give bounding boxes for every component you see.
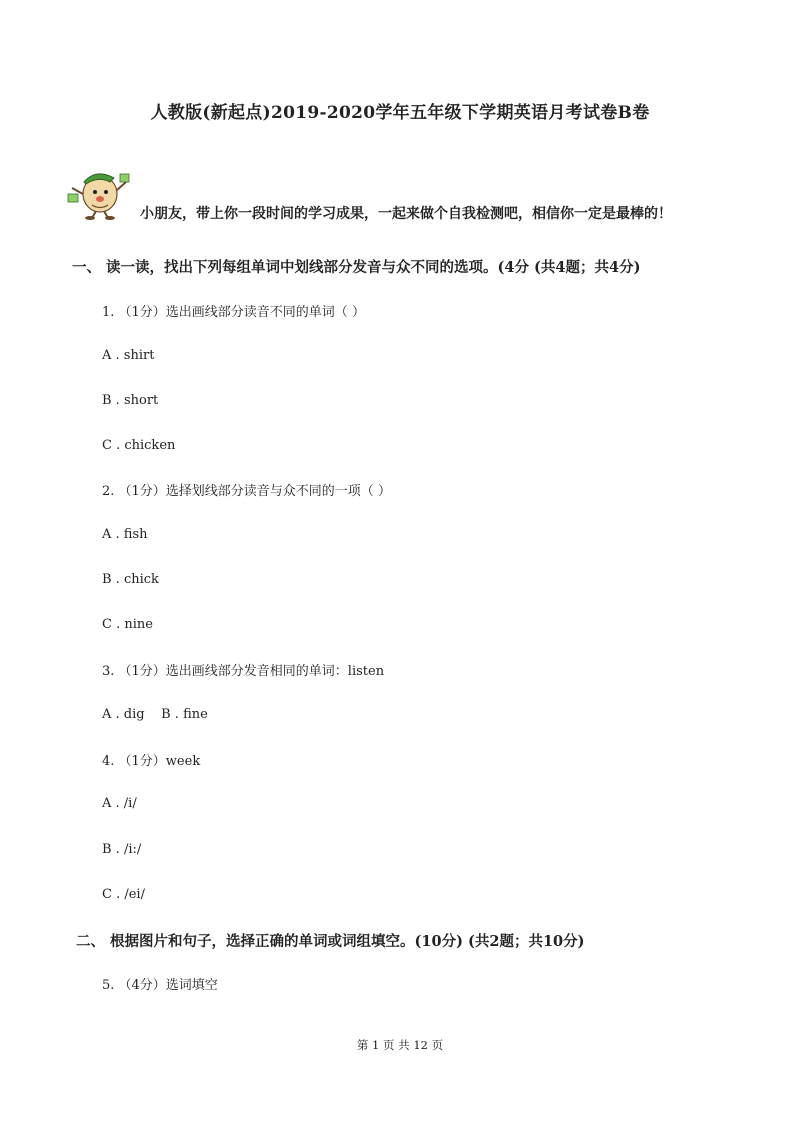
- q1-option-b: B . short: [102, 393, 159, 408]
- section-1-heading: 一、 读一读，找出下列每组单词中划线部分发音与众不同的选项。(4分 (共4题；共4分): [72, 259, 641, 276]
- q2-option-b: B . chick: [102, 572, 159, 587]
- question-5: 5. （4分）选词填空: [102, 978, 218, 993]
- q1-option-c: C . chicken: [102, 438, 176, 453]
- q4-option-a: A . /i/: [102, 796, 137, 811]
- cartoon-mascot-icon: [66, 164, 130, 220]
- intro-text: 小朋友，带上你一段时间的学习成果，一起来做个自我检测吧，相信你一定是最棒的！: [140, 206, 672, 222]
- question-4: 4. （1分）week: [102, 754, 201, 769]
- question-2: 2. （1分）选择划线部分读音与众不同的一项（ ）: [102, 484, 391, 499]
- q2-option-c: C . nine: [102, 617, 153, 632]
- section-2-heading: 二、 根据图片和句子，选择正确的单词或词组填空。(10分) (共2题；共10分): [76, 933, 585, 950]
- question-1: 1. （1分）选出画线部分读音不同的单词（ ）: [102, 305, 365, 320]
- q1-option-a: A . shirt: [102, 348, 155, 363]
- page-footer: 第 1 页 共 12 页: [356, 1038, 444, 1052]
- q3-options: A . dig B . fine: [102, 707, 208, 722]
- q4-option-b: B . /i:/: [102, 842, 142, 857]
- q2-option-a: A . fish: [102, 527, 148, 542]
- page-title: 人教版(新起点)2019-2020学年五年级下学期英语月考试卷B卷: [150, 103, 650, 123]
- question-3: 3. （1分）选出画线部分发音相同的单词：listen: [102, 664, 385, 679]
- q4-option-c: C . /ei/: [102, 887, 145, 902]
